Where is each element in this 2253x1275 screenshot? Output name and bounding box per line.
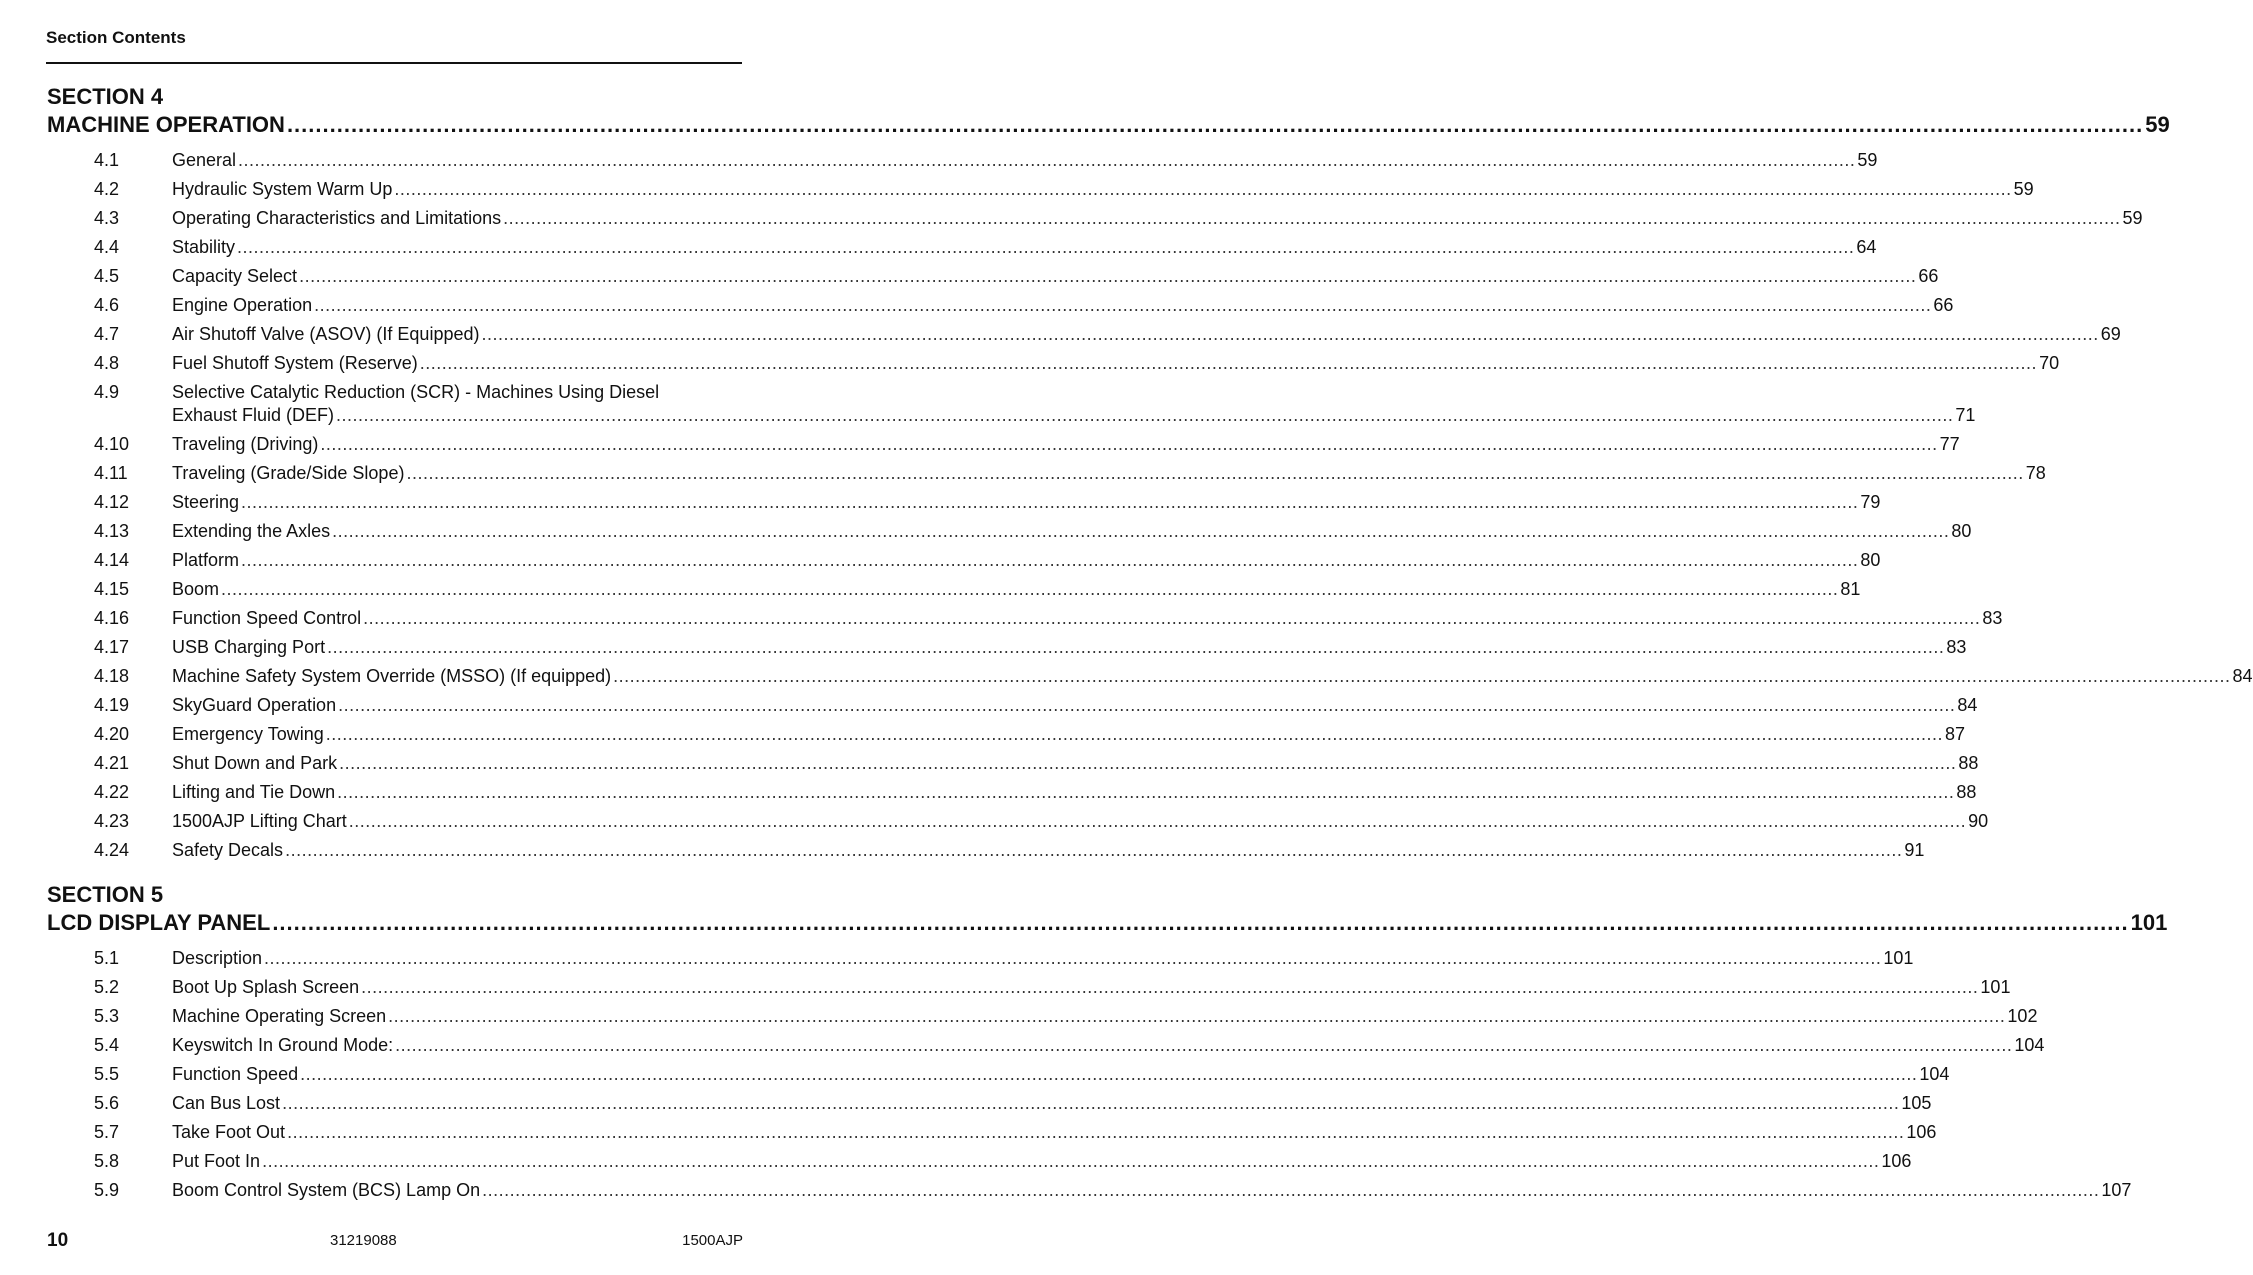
entry-title: Boom <box>172 579 220 599</box>
entry-page-number: 71 <box>1955 405 1976 425</box>
entry-number: 4.8 <box>94 353 120 373</box>
entry-number: 5.3 <box>94 1006 120 1026</box>
entry-page-number: 83 <box>1982 608 2003 628</box>
toc-entry[interactable] <box>47 520 1972 543</box>
entry-title: Emergency Towing <box>172 724 324 744</box>
entry-page-number: 102 <box>2007 1006 2038 1026</box>
dot-leader <box>287 111 2143 139</box>
toc-entry[interactable] <box>47 381 1976 427</box>
entry-number: 4.16 <box>94 608 130 628</box>
entry-title: Put Foot In <box>172 1151 261 1171</box>
entry-title: Lifting and Tie Down <box>172 782 336 802</box>
entry-title: Machine Operating Screen <box>172 1006 387 1026</box>
entry-number: 5.7 <box>94 1122 120 1142</box>
entry-page-number: 106 <box>1906 1122 1937 1142</box>
entry-page-number: 59 <box>2122 208 2143 228</box>
toc-entry[interactable] <box>47 491 1881 514</box>
dot-leader <box>361 976 1978 999</box>
dot-leader <box>272 909 2128 937</box>
entry-number: 4.1 <box>94 150 120 170</box>
entry-page-number: 59 <box>2013 179 2034 199</box>
dot-leader <box>282 1092 1899 1115</box>
dot-leader <box>262 1150 1879 1173</box>
entry-page-number: 70 <box>2039 353 2060 373</box>
entry-title: USB Charging Port <box>172 637 326 657</box>
entry-page-number: 64 <box>1856 237 1877 257</box>
entry-page-number: 91 <box>1904 840 1925 860</box>
entry-number: 4.6 <box>94 295 120 315</box>
entry-title: Keyswitch In Ground Mode: <box>172 1035 394 1055</box>
entry-number: 4.3 <box>94 208 120 228</box>
toc-entries <box>47 947 2132 1202</box>
dot-leader <box>327 636 1944 659</box>
dot-leader <box>320 433 1937 456</box>
entry-title: Air Shutoff Valve (ASOV) (If Equipped) <box>172 324 480 344</box>
entry-number: 5.5 <box>94 1064 120 1084</box>
entry-page-number: 90 <box>1968 811 1989 831</box>
entry-title: Extending the Axles <box>172 521 331 541</box>
toc-entry[interactable] <box>47 207 2143 230</box>
toc-entry[interactable] <box>47 1034 2045 1057</box>
entry-number: 4.17 <box>94 637 130 657</box>
entry-number: 4.7 <box>94 324 120 344</box>
dot-leader <box>481 323 2098 346</box>
entry-page-number: 78 <box>2025 463 2046 483</box>
toc-entry[interactable] <box>47 352 2060 375</box>
entry-number: 4.4 <box>94 237 120 257</box>
dot-leader <box>332 520 1949 543</box>
toc-entry[interactable] <box>47 294 1954 317</box>
dot-leader <box>326 723 1943 746</box>
entry-title: Engine Operation <box>172 295 313 315</box>
entry-number: 5.4 <box>94 1035 120 1055</box>
dot-leader <box>388 1005 2005 1028</box>
entry-page-number: 106 <box>1881 1151 1912 1171</box>
entry-page-number: 80 <box>1951 521 1972 541</box>
dot-leader <box>349 810 1966 833</box>
dot-leader <box>237 236 1854 259</box>
toc-entry[interactable] <box>47 781 1977 804</box>
entry-title: Hydraulic System Warm Up <box>172 179 393 199</box>
entry-page-number: 66 <box>1918 266 1939 286</box>
entry-number: 4.10 <box>94 434 130 454</box>
entry-number: 4.2 <box>94 179 120 199</box>
entry-page-number: 104 <box>2014 1035 2045 1055</box>
entry-number: 4.18 <box>94 666 130 686</box>
entry-page-number: 80 <box>1860 550 1881 570</box>
entry-number: 4.22 <box>94 782 130 802</box>
toc-entry[interactable] <box>47 1005 2038 1028</box>
footer-model: 1500AJP <box>682 1232 743 1249</box>
entry-number: 5.2 <box>94 977 120 997</box>
header-divider <box>46 62 742 64</box>
entry-title: Safety Decals <box>172 840 284 860</box>
entry-title: Traveling (Driving) <box>172 434 319 454</box>
section-title-row[interactable] <box>47 111 2170 139</box>
entry-number: 4.23 <box>94 811 130 831</box>
entry-number: 4.5 <box>94 266 120 286</box>
toc-entry[interactable] <box>47 665 2253 688</box>
section-4 <box>47 83 2253 868</box>
entry-page-number: 69 <box>2100 324 2121 344</box>
entry-number: 4.21 <box>94 753 130 773</box>
entry-page-number: 77 <box>1939 434 1960 454</box>
entry-title: Machine Safety System Override (MSSO) (If equipped) <box>172 666 612 686</box>
section-title: LCD DISPLAY PANEL <box>47 910 271 935</box>
entry-title: 1500AJP Lifting Chart <box>172 811 347 831</box>
dot-leader <box>264 947 1881 970</box>
entry-page-number: 87 <box>1945 724 1966 744</box>
entry-title: SkyGuard Operation <box>172 695 337 715</box>
entry-page-number: 101 <box>1883 948 1914 968</box>
dot-leader <box>395 1034 2012 1057</box>
page-header-title: Section Contents <box>46 28 186 47</box>
dot-leader <box>287 1121 1904 1144</box>
toc-entry[interactable] <box>47 1121 1937 1144</box>
entry-number: 5.8 <box>94 1151 120 1171</box>
entry-title: Exhaust Fluid (DEF) <box>172 405 335 425</box>
entry-page-number: 66 <box>1933 295 1954 315</box>
entry-title: Boot Up Splash Screen <box>172 977 360 997</box>
entry-title: Steering <box>172 492 240 512</box>
toc-entry[interactable] <box>47 265 1939 288</box>
dot-leader <box>238 149 1855 172</box>
dot-leader <box>285 839 1902 862</box>
toc-entries <box>47 149 2253 862</box>
entry-page-number: 107 <box>2101 1180 2132 1200</box>
entry-number: 5.1 <box>94 948 120 968</box>
toc-entry[interactable] <box>47 323 2121 346</box>
toc-entry[interactable] <box>47 236 1877 259</box>
toc-entry[interactable] <box>47 694 1978 717</box>
entry-page-number: 84 <box>2232 666 2253 686</box>
entry-number: 4.14 <box>94 550 130 570</box>
entry-page-number: 105 <box>1901 1093 1932 1113</box>
toc-entry[interactable] <box>47 636 1967 659</box>
entry-title: Capacity Select <box>172 266 298 286</box>
toc-entry[interactable] <box>47 1150 1912 1173</box>
entry-page-number: 104 <box>1919 1064 1950 1084</box>
entry-number: 4.11 <box>94 463 128 483</box>
footer-page-number: 10 <box>47 1230 69 1251</box>
entry-title: Platform <box>172 550 240 570</box>
toc-entry[interactable] <box>47 752 1979 775</box>
entry-title: Operating Characteristics and Limitations <box>172 208 502 228</box>
toc-entry[interactable] <box>47 549 1881 572</box>
entry-page-number: 88 <box>1956 782 1977 802</box>
section-label: SECTION 5 <box>47 882 164 907</box>
toc-entry[interactable] <box>47 607 2003 630</box>
toc-entry[interactable] <box>47 810 1989 833</box>
entry-page-number: 84 <box>1957 695 1978 715</box>
dot-leader <box>300 1063 1917 1086</box>
dot-leader <box>339 752 1956 775</box>
entry-page-number: 81 <box>1840 579 1861 599</box>
entry-page-number: 83 <box>1946 637 1967 657</box>
toc-entry[interactable] <box>47 178 2034 201</box>
entry-number: 4.24 <box>94 840 130 860</box>
dot-leader <box>613 665 2230 688</box>
footer-doc-number: 31219088 <box>330 1232 397 1249</box>
dot-leader <box>336 404 1953 427</box>
entry-number: 4.20 <box>94 724 130 744</box>
entry-title: General <box>172 150 237 170</box>
entry-number: 4.15 <box>94 579 130 599</box>
dot-leader <box>420 352 2037 375</box>
dot-leader <box>299 265 1916 288</box>
entry-number: 4.13 <box>94 521 130 541</box>
toc-entry[interactable] <box>47 1063 1950 1086</box>
entry-number: 4.12 <box>94 492 130 512</box>
dot-leader <box>241 549 1858 572</box>
entry-title: Stability <box>172 237 236 257</box>
toc-entry[interactable] <box>47 578 1861 601</box>
section-page-number: 59 <box>2145 112 2170 137</box>
dot-leader <box>338 694 1955 717</box>
dot-leader <box>394 178 2011 201</box>
entry-title-line1: Selective Catalytic Reduction (SCR) - Machines Using Diesel <box>172 382 660 402</box>
entry-title: Traveling (Grade/Side Slope) <box>172 463 405 483</box>
entry-page-number: 88 <box>1958 753 1979 773</box>
section-page-number: 101 <box>2130 910 2168 935</box>
entry-title: Function Speed Control <box>172 608 362 628</box>
dot-leader <box>503 207 2120 230</box>
toc-entry[interactable] <box>47 462 2046 485</box>
section-5 <box>47 881 2168 1208</box>
section-label: SECTION 4 <box>47 84 164 109</box>
entry-title: Function Speed <box>172 1064 299 1084</box>
toc-entry[interactable] <box>47 1179 2132 1202</box>
toc-entry[interactable] <box>47 723 1966 746</box>
entry-title: Shut Down and Park <box>172 753 338 773</box>
entry-title: Boom Control System (BCS) Lamp On <box>172 1180 481 1200</box>
dot-leader <box>221 578 1838 601</box>
entry-number: 5.6 <box>94 1093 120 1113</box>
entry-page-number: 79 <box>1860 492 1881 512</box>
section-title-row[interactable] <box>47 909 2168 937</box>
toc-entry[interactable] <box>47 839 1925 862</box>
entry-title: Fuel Shutoff System (Reserve) <box>172 353 418 373</box>
entry-number: 4.9 <box>94 382 120 402</box>
entry-title: Description <box>172 948 263 968</box>
section-title: MACHINE OPERATION <box>47 112 285 137</box>
dot-leader <box>363 607 1980 630</box>
entry-page-number: 101 <box>1980 977 2011 997</box>
toc-entry[interactable] <box>47 149 1878 172</box>
entry-number: 5.9 <box>94 1180 120 1200</box>
toc-entry[interactable] <box>47 947 1914 970</box>
dot-leader <box>406 462 2023 485</box>
dot-leader <box>337 781 1954 804</box>
entry-title: Take Foot Out <box>172 1122 286 1142</box>
toc-entry[interactable] <box>47 1092 1932 1115</box>
dot-leader <box>241 491 1858 514</box>
entry-number: 4.19 <box>94 695 130 715</box>
toc-entry[interactable] <box>47 433 1960 456</box>
dot-leader <box>482 1179 2099 1202</box>
entry-title: Can Bus Lost <box>172 1093 281 1113</box>
toc-entry[interactable] <box>47 976 2011 999</box>
dot-leader <box>314 294 1931 317</box>
entry-page-number: 59 <box>1857 150 1878 170</box>
